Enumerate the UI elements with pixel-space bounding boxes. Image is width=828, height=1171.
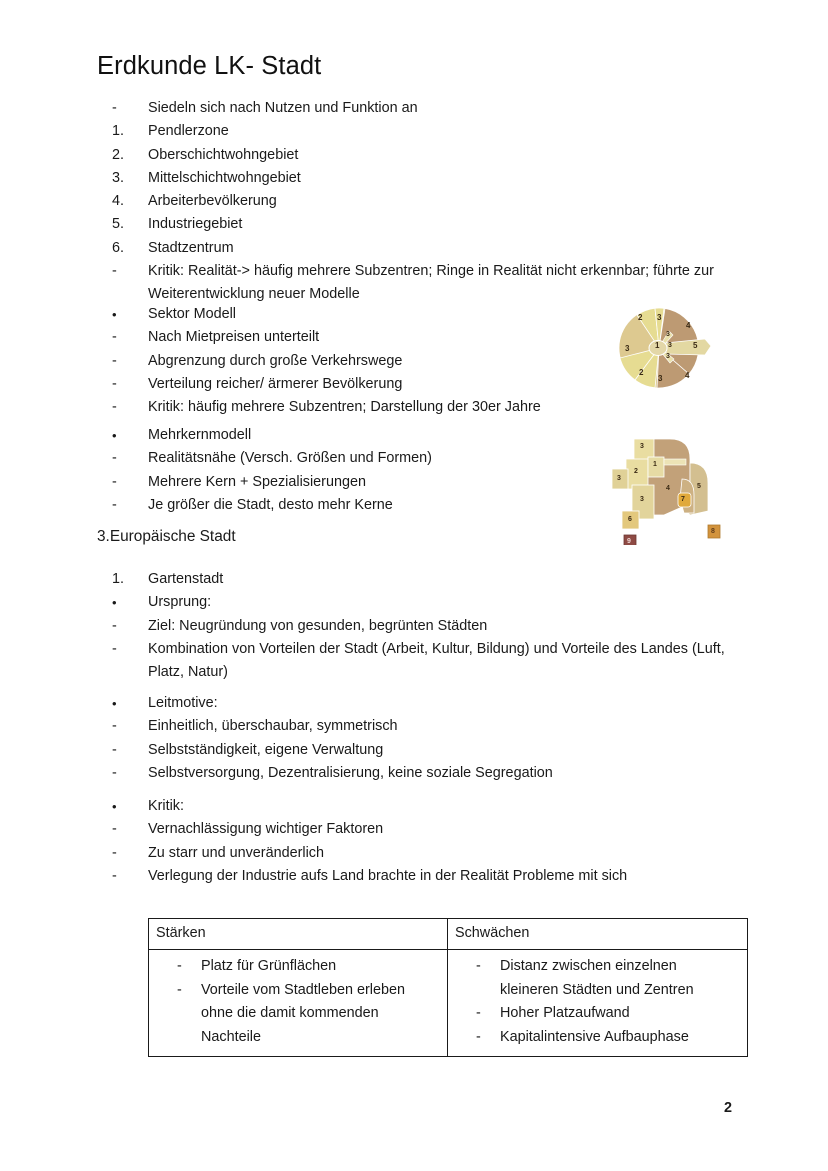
- figure-label-4: 4: [666, 485, 670, 492]
- figure-label-3e: 3: [666, 353, 670, 360]
- list-text: Selbstständigkeit, eigene Verwaltung: [148, 741, 384, 758]
- list-text: Verteilung reicher/ ärmerer Bevölkerung: [148, 375, 403, 392]
- table-list-line: Distanz zwischen einzelnen: [500, 958, 677, 974]
- table-list-marker: -: [177, 981, 182, 998]
- list-item: [112, 842, 752, 865]
- list-text: Kritik: Realität-> häufig mehrere Subzentren; Ringe in Realität nicht erkennbar; führte zur Weiterentwicklung neuer Modelle: [148, 263, 714, 303]
- list-text: Mittelschichtwohngebiet: [148, 169, 301, 186]
- list-text: Nach Mietpreisen unterteilt: [148, 329, 320, 346]
- figure-label-2: 2: [634, 468, 638, 475]
- table-cell-schwaechen: [448, 950, 748, 1057]
- list-text: Vernachlässigung wichtiger Faktoren: [148, 821, 384, 838]
- list-text: Ursprung:: [148, 594, 212, 611]
- list-text: Mehrere Kern + Spezialisierungen: [148, 473, 366, 490]
- list-garden-city: [112, 568, 752, 684]
- figure-label-3c: 3: [640, 496, 644, 503]
- list-text: Gartenstadt: [148, 571, 224, 587]
- list-text: Kritik:: [148, 798, 184, 814]
- list-text: Pendlerzone: [148, 123, 229, 140]
- table-list-line: ohne die damit kommenden: [201, 1005, 379, 1021]
- list-marker: 1.: [112, 123, 125, 140]
- list-marker: -: [112, 844, 117, 861]
- list-item: [112, 568, 752, 591]
- figure-label-5: 5: [697, 483, 701, 490]
- list-item: [112, 97, 752, 120]
- list-item: [112, 818, 752, 841]
- list-marker: -: [112, 375, 117, 392]
- figure-label-3: 3: [640, 443, 644, 450]
- list-leitmotive: [112, 692, 752, 785]
- list-item: [112, 237, 752, 260]
- list-marker: -: [112, 473, 117, 490]
- figure-label-1: 1: [653, 461, 657, 468]
- list-marker: -: [112, 640, 117, 657]
- figure-label-2b: 2: [639, 368, 644, 377]
- list-text: Selbstversorgung, Dezentralisierung, keine soziale Segregation: [148, 764, 553, 781]
- list-text: Ziel: Neugründung von gesunden, begrünten Städten: [148, 617, 488, 634]
- list-marker: -: [112, 764, 117, 781]
- table-header-row: [149, 919, 748, 950]
- list-item: [112, 591, 752, 614]
- list-marker: 6.: [112, 239, 125, 256]
- table-list-text: [500, 955, 743, 1002]
- table-list-item: [452, 1002, 743, 1026]
- table-header-staerken: Stärken: [149, 919, 448, 950]
- list-item: [112, 795, 752, 818]
- table-list-line: Vorteile vom Stadtleben erleben: [201, 981, 405, 998]
- section-heading-european-city: 3.Europäische Stadt: [97, 528, 236, 545]
- list-item: [112, 190, 752, 213]
- table-list-line: Platz für Grünflächen: [201, 958, 337, 974]
- multiple-nuclei-diagram: [604, 423, 730, 545]
- figure-label-3f: 3: [658, 374, 663, 383]
- list-ring-model: [112, 97, 752, 307]
- table-list-line: kleineren Städten und Zentren: [500, 981, 694, 998]
- list-item: [112, 739, 752, 762]
- figure-label-9: 9: [627, 538, 631, 545]
- figure-label-4: 4: [686, 321, 691, 330]
- list-marker: -: [112, 450, 117, 467]
- table-list-item: [452, 1026, 743, 1050]
- table-list-text: [201, 979, 443, 1050]
- list-marker: •: [112, 595, 117, 611]
- table-list-line: Hoher Platzaufwand: [500, 1005, 630, 1021]
- list-item: [112, 615, 752, 638]
- list-marker: -: [112, 867, 117, 884]
- list-marker: 1.: [112, 571, 125, 587]
- list-text: Einheitlich, überschaubar, symmetrisch: [148, 718, 398, 735]
- list-item: [112, 120, 752, 143]
- list-text: Je größer die Stadt, desto mehr Kerne: [148, 496, 393, 513]
- list-text: Leitmotive:: [148, 695, 218, 711]
- table-row: [149, 950, 748, 1057]
- list-text: Arbeiterbevölkerung: [148, 193, 277, 210]
- table-list-item: [452, 955, 743, 1002]
- list-marker: -: [112, 718, 117, 735]
- strengths-weaknesses-table: [148, 918, 748, 1057]
- list-marker: -: [112, 263, 117, 280]
- table-list-text: [500, 1002, 743, 1026]
- table-header-schwaechen: Schwächen: [448, 919, 748, 950]
- list-marker: -: [112, 821, 117, 838]
- figure-label-4b: 4: [685, 371, 690, 380]
- figure-label-3c: 3: [666, 331, 670, 338]
- list-marker: •: [112, 307, 117, 322]
- list-item: [112, 167, 752, 190]
- list-text: Industriegebiet: [148, 216, 243, 233]
- list-marker: -: [112, 496, 117, 513]
- table-list-marker: -: [177, 958, 182, 974]
- list-marker: -: [112, 399, 117, 416]
- list-text: Verlegung der Industrie aufs Land brachte in der Realität Probleme mit sich: [148, 867, 628, 884]
- figure-label-3: 3: [657, 313, 662, 322]
- list-item: [112, 762, 752, 785]
- figure-label-8: 8: [711, 528, 715, 535]
- figure-label-5: 5: [693, 341, 698, 350]
- list-item: [112, 144, 752, 167]
- figure-label-7: 7: [681, 496, 685, 503]
- list-text: Siedeln sich nach Nutzen und Funktion an: [148, 100, 418, 116]
- list-text: Stadtzentrum: [148, 239, 234, 256]
- list-marker: 3.: [112, 169, 125, 186]
- list-marker: -: [112, 352, 117, 369]
- figure-label-3d: 3: [668, 342, 672, 349]
- list-marker: -: [112, 329, 117, 346]
- list-item: [112, 638, 752, 685]
- list-text: Realitätsnähe (Versch. Größen und Formen): [148, 450, 432, 467]
- page-number: 2: [723, 1100, 732, 1116]
- list-text: Kritik: häufig mehrere Subzentren; Darstellung der 30er Jahre: [148, 399, 541, 416]
- figure-label-6: 6: [628, 516, 632, 523]
- list-kritik: [112, 795, 752, 888]
- list-text: Kombination von Vorteilen der Stadt (Arbeit, Kultur, Bildung) und Vorteile des Landes (Luft, Platz, Natur): [148, 640, 725, 681]
- list-marker: -: [112, 741, 117, 758]
- list-marker: 4.: [112, 193, 125, 210]
- list-item: [112, 692, 752, 715]
- list-marker: 2.: [112, 146, 125, 163]
- list-text: Zu starr und unveränderlich: [148, 844, 324, 861]
- page-title: Erdkunde LK- Stadt: [97, 52, 322, 80]
- list-marker: 5.: [112, 216, 125, 233]
- list-item: [112, 865, 752, 888]
- figure-label-1: 1: [655, 341, 660, 350]
- sector-model-diagram: [613, 296, 725, 404]
- list-marker: •: [112, 799, 117, 814]
- list-marker: -: [112, 617, 117, 634]
- table-list-marker: -: [476, 1028, 481, 1045]
- table-list-item: [153, 979, 443, 1050]
- list-text: Sektor Modell: [148, 306, 236, 322]
- list-text: Mehrkernmodell: [148, 427, 252, 443]
- figure-label-2: 2: [638, 313, 643, 322]
- table-list-text: [500, 1026, 743, 1050]
- list-marker: -: [112, 100, 117, 116]
- list-text: Abgrenzung durch große Verkehrswege: [148, 352, 403, 369]
- table-list-text: [201, 955, 443, 979]
- list-text: Oberschichtwohngebiet: [148, 146, 299, 163]
- list-marker: •: [112, 428, 117, 443]
- table-list-marker: -: [476, 958, 481, 974]
- figure-label-3b: 3: [625, 344, 630, 353]
- list-item: [112, 715, 752, 738]
- list-item: [112, 213, 752, 236]
- table-list-marker: -: [476, 1005, 481, 1021]
- table-list-line: Nachteile: [201, 1028, 261, 1045]
- table-list-line: Kapitalintensive Aufbauphase: [500, 1028, 689, 1045]
- list-marker: •: [112, 696, 117, 711]
- table-list-item: [153, 955, 443, 979]
- figure-label-3b: 3: [617, 475, 621, 482]
- table-cell-staerken: [149, 950, 448, 1057]
